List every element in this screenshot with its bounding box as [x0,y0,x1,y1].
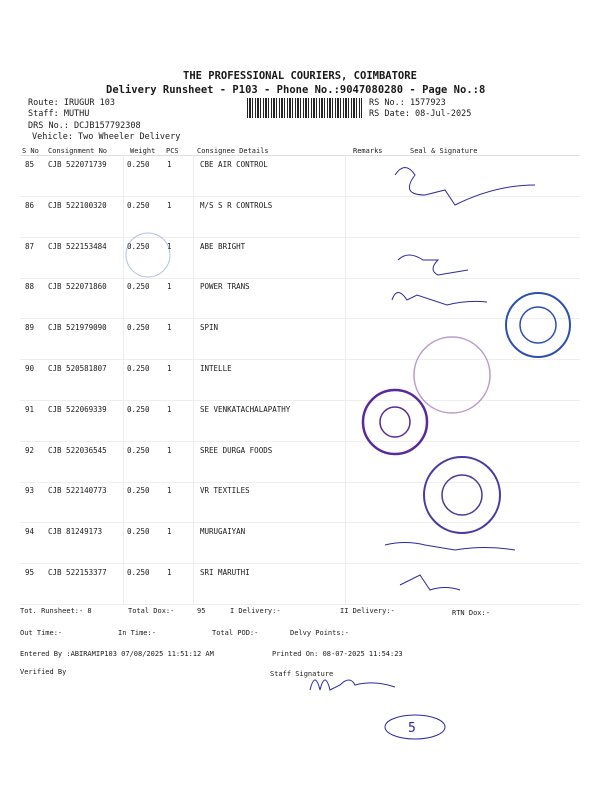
cell-sno: 87 [25,241,35,251]
cell-pcs: 1 [167,404,172,414]
cell-name: MURUGAIYAN [200,527,246,537]
cell-pcs: 1 [167,486,172,496]
cell-sno: 86 [25,200,35,210]
col-sno: S No [22,147,39,155]
cell-sno: 90 [25,364,35,373]
stamp-power-trans [414,337,490,413]
cell-wt: 0.250 [127,404,150,414]
total-pod: Total POD:- [212,629,259,637]
cell-cn: CJB 520581807 [48,364,107,373]
in-time: In Time:- [118,629,156,637]
cell-pcs: 1 [167,323,172,333]
rs-number: RS No.: 1577923 [369,98,446,108]
cell-name: INTELLE [200,364,232,373]
ii-delivery: II Delivery:- [340,607,395,615]
cell-wt: 0.250 [127,323,150,333]
cell-cn: CJB 522069339 [48,404,107,414]
cell-cn: CJB 522140773 [48,486,107,496]
cell-wt: 0.250 [127,568,150,577]
cell-sno: 95 [25,568,35,577]
cell-wt: 0.250 [127,282,150,292]
cell-pcs: 1 [167,568,172,577]
cell-cn: CJB 521979090 [48,323,107,333]
signature [400,575,460,590]
col-pcs: PCS [166,147,179,155]
cell-cn: CJB 522071860 [48,282,107,292]
entered-by: Entered By :ABIRAMIP103 07/08/2025 11:51:12 AM [20,650,214,658]
cell-wt: 0.250 [127,200,150,210]
i-delivery: I Delivery:- [230,607,281,615]
company-name: THE PROFESSIONAL COURIERS, COIMBATORE [183,70,417,82]
runsheet-title: Delivery Runsheet - P103 - Phone No.:9047080280 - Page No.:8 [106,84,486,96]
cell-wt: 0.250 [127,364,150,373]
cell-wt: 0.250 [127,486,150,496]
signature [392,293,487,306]
cell-name: ABE BRIGHT [200,241,246,251]
printed-on: Printed On: 08-07-2025 11:54:23 [272,650,403,658]
cell-name: POWER TRANS [200,282,250,292]
cell-wt: 0.250 [127,527,150,537]
cell-sno: 88 [25,282,35,292]
verified-by: Verified By [20,668,67,676]
col-weight: Weight [130,147,156,155]
cell-pcs: 1 [167,160,172,169]
signature [395,168,535,206]
stamp-vr-textiles [424,457,500,533]
col-consignment: Consignment No [48,147,108,155]
tot-runsheet: Tot. Runsheet:- 8 [20,607,92,615]
route: Route: IRUGUR 103 [28,98,115,108]
stamp-venkatachalapathy [363,390,427,454]
cell-pcs: 1 [167,200,172,210]
col-remarks: Remarks [353,147,383,155]
cell-sno: 93 [25,486,35,496]
cell-cn: CJB 522100320 [48,200,107,210]
cell-sno: 85 [25,160,35,169]
cell-cn: CJB 522153484 [48,241,107,251]
cell-pcs: 1 [167,364,172,373]
cell-sno: 92 [25,445,35,455]
cell-name: SRI MARUTHI [200,568,250,577]
cell-name: VR TEXTILES [200,486,250,496]
total-dox-value: 95 [197,607,206,615]
cell-name: SE VENKATACHALAPATHY [200,404,291,414]
signature [385,543,515,551]
rtn-dox: RTN Dox:- [452,609,490,617]
total-dox-label: Total Dox:- [128,607,175,615]
delvy-points: Delvy Points:- [290,629,350,637]
cell-name: M/S S R CONTROLS [200,200,273,210]
cell-name: CBE AIR CONTROL [200,160,268,169]
cell-cn: CJB 81249173 [48,527,103,537]
cell-name: SREE DURGA FOODS [200,445,273,455]
cell-wt: 0.250 [127,160,150,169]
staff-signature-label: Staff Signature [270,670,334,678]
cell-cn: CJB 522071739 [48,160,107,169]
rs-date: RS Date: 08-Jul-2025 [369,109,472,119]
stamp-faint [126,233,170,277]
vehicle: Vehicle: Two Wheeler Delivery [32,132,181,142]
cell-cn: CJB 522153377 [48,568,107,577]
cell-sno: 91 [25,404,35,414]
cell-pcs: 1 [167,445,172,455]
cell-pcs: 1 [167,241,172,251]
cell-cn: CJB 522036545 [48,445,107,455]
cell-sno: 89 [25,323,35,333]
page-number-handwritten: 5 [408,721,416,736]
staff: Staff: MUTHU [28,109,90,119]
drs-number: DRS No.: DCJB157792308 [28,121,141,131]
cell-sno: 94 [25,527,35,537]
cell-wt: 0.250 [127,241,150,251]
cell-pcs: 1 [167,282,172,292]
signature [398,255,468,275]
stamp-spin [506,293,570,357]
cell-name: SPIN [200,323,219,333]
signature [310,680,395,690]
cell-wt: 0.250 [127,445,150,455]
col-consignee: Consignee Details [197,147,269,155]
cell-pcs: 1 [167,527,172,537]
col-seal: Seal & Signature [410,147,478,155]
out-time: Out Time:- [20,629,63,637]
